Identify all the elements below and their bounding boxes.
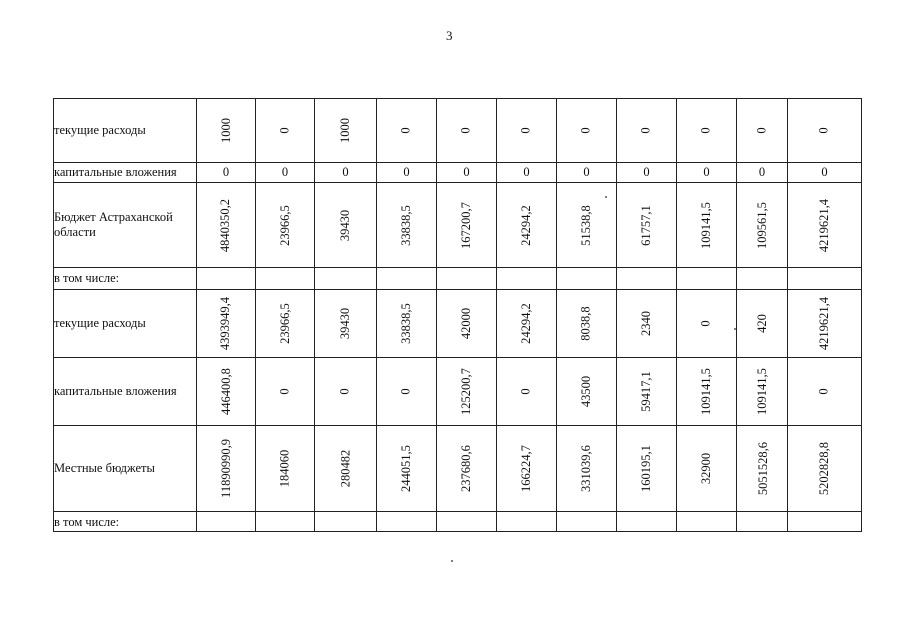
value-cell [557,512,617,532]
value-cell [737,426,788,512]
value-cell [377,290,437,358]
cell-value: 33838,5 [399,204,413,246]
value-cell [557,268,617,290]
value-cell [437,358,497,426]
cell-value: 32900 [699,452,713,485]
value-cell [617,183,677,268]
value-cell [617,268,677,290]
value-cell [737,358,788,426]
cell-value: 167200,7 [459,201,473,249]
value-cell [377,99,437,163]
table-row [54,358,862,426]
cell-value: 331039,6 [579,445,593,492]
value-cell [197,426,256,512]
value-cell [197,512,256,532]
cell-value: 244051,5 [399,445,413,492]
cell-value: 109141,5 [699,201,713,249]
value-cell: 0 [677,163,737,183]
value-cell [315,290,377,358]
value-cell [377,358,437,426]
row-label: капитальные вложения [54,163,197,183]
cell-value: 109561,5 [754,201,769,249]
value-cell [315,426,377,512]
value-cell [557,426,617,512]
cell-value: 0 [338,388,352,395]
value-cell [197,183,256,268]
cell-value: 4219621,4 [817,198,831,252]
cell-value: 125200,7 [459,368,473,415]
value-cell [677,183,737,268]
cell-value: 42000 [459,307,473,340]
cell-value: 5202828,8 [817,441,831,496]
budget-table [53,98,862,532]
value-cell [197,358,256,426]
cell-value: 1000 [338,118,352,143]
cell-value: 0 [754,127,769,134]
cell-value: 0 [519,388,533,395]
cell-value: 0 [579,127,593,134]
table-row [54,290,862,358]
value-cell [315,358,377,426]
cell-value: 237680,6 [459,445,473,492]
cell-value: 24294,2 [519,204,533,246]
value-cell [497,358,557,426]
value-cell [677,99,737,163]
value-cell [315,512,377,532]
cell-value: 8038,8 [579,306,593,341]
value-cell [256,290,315,358]
cell-value: 280482 [338,449,352,488]
cell-value: 61757,1 [639,204,653,246]
cell-value: 160195,1 [639,445,653,492]
value-cell [437,426,497,512]
value-cell [377,183,437,268]
value-cell [677,358,737,426]
value-cell [557,183,617,268]
value-cell [497,290,557,358]
value-cell [437,512,497,532]
value-cell [788,99,862,163]
value-cell [557,290,617,358]
value-cell: 0 [315,163,377,183]
cell-value: 4840350,2 [218,198,233,252]
value-cell: 0 [377,163,437,183]
cell-value: 0 [277,127,292,134]
value-cell [617,290,677,358]
value-cell: 0 [557,163,617,183]
cell-value: 109141,5 [699,368,713,415]
value-cell [737,268,788,290]
cell-value: 0 [399,388,413,395]
cell-value: 2340 [639,311,653,336]
cell-value: 0 [817,388,831,395]
cell-value: 0 [399,127,413,134]
value-cell [617,358,677,426]
value-cell: 0 [437,163,497,183]
cell-value: 4219621,4 [817,296,831,351]
value-cell: 0 [497,163,557,183]
value-cell [437,268,497,290]
cell-value: 0 [699,320,713,327]
value-cell [197,99,256,163]
value-cell [377,512,437,532]
cell-value: 4393949,4 [218,296,233,351]
value-cell [256,183,315,268]
table-row [54,268,862,290]
value-cell [437,290,497,358]
value-cell [737,512,788,532]
cell-value: 24294,2 [519,303,533,344]
value-cell [557,99,617,163]
cell-value: 23966,5 [277,204,292,246]
cell-value: 39430 [338,209,352,241]
cell-value: 0 [519,127,533,134]
cell-value: 0 [817,127,831,134]
cell-value: 51538,8 [579,204,593,246]
cell-value: 0 [699,127,713,134]
value-cell [737,99,788,163]
cell-value: 1000 [218,118,233,143]
cell-value: 109141,5 [754,368,769,415]
row-label: текущие расходы [54,290,197,358]
value-cell [437,183,497,268]
row-label: текущие расходы [54,99,197,163]
value-cell [677,512,737,532]
value-cell [788,426,862,512]
cell-value: 33838,5 [399,303,413,344]
value-cell [197,268,256,290]
cell-value: 23966,5 [277,303,292,344]
cell-value: 0 [639,127,653,134]
value-cell [497,426,557,512]
value-cell [497,268,557,290]
value-cell [677,426,737,512]
value-cell [315,268,377,290]
value-cell [256,99,315,163]
value-cell: 0 [197,163,256,183]
value-cell: 0 [737,163,788,183]
table-row [54,99,862,163]
value-cell [557,358,617,426]
value-cell [497,183,557,268]
cell-value: 446400,8 [218,368,233,415]
cell-value: 184060 [277,449,292,488]
value-cell [256,358,315,426]
value-cell [617,426,677,512]
row-label: Местные бюджеты [54,426,197,512]
row-label: капитальные вложения [54,358,197,426]
row-subheader: в том числе: [54,268,197,290]
value-cell [737,183,788,268]
value-cell [788,183,862,268]
value-cell [788,290,862,358]
value-cell [377,426,437,512]
value-cell [197,290,256,358]
value-cell: 0 [617,163,677,183]
table-row [54,426,862,512]
cell-value: 59417,1 [639,371,653,412]
value-cell [677,268,737,290]
cell-value: 39430 [338,307,352,340]
table-row [54,512,862,532]
value-cell [497,99,557,163]
cell-value: 420 [754,314,769,333]
value-cell [437,99,497,163]
value-cell: 0 [256,163,315,183]
cell-value: 43500 [579,375,593,408]
value-cell [256,426,315,512]
value-cell [315,99,377,163]
row-label: Бюджет Астраханской области [54,183,197,268]
value-cell [497,512,557,532]
value-cell [377,268,437,290]
value-cell: 0 [788,163,862,183]
value-cell [788,358,862,426]
value-cell [788,268,862,290]
value-cell [315,183,377,268]
table-row [54,163,862,183]
cell-value: 0 [277,388,292,395]
cell-value: 11890990,9 [218,439,233,498]
value-cell [737,290,788,358]
value-cell [788,512,862,532]
cell-value: 5051528,6 [756,441,771,496]
value-cell [256,268,315,290]
value-cell [617,99,677,163]
cell-value: 0 [459,127,473,134]
value-cell [256,512,315,532]
value-cell [617,512,677,532]
page-number: 3 [446,28,453,43]
value-cell [677,290,737,358]
row-subheader: в том числе: [54,512,197,532]
table-row [54,183,862,268]
cell-value: 166224,7 [519,445,533,492]
